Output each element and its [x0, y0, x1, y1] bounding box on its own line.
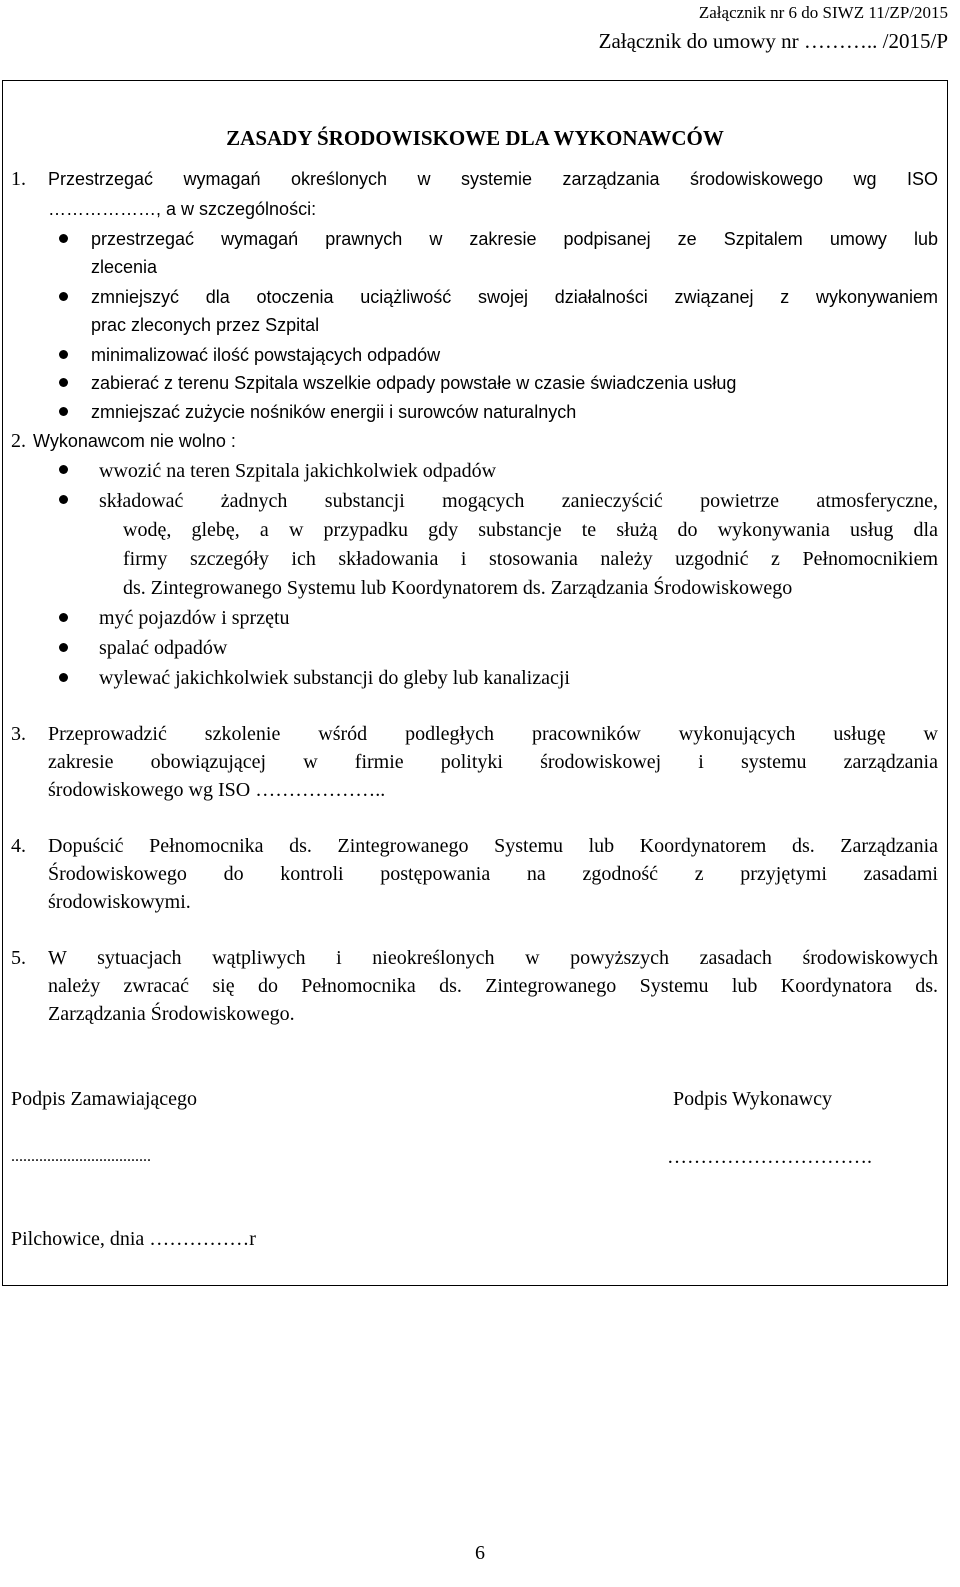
section-5-number: 5. [11, 947, 26, 969]
section-3-line-1: Przeprowadzić szkolenie wśród podległych pracowników wykonujących usługę w [48, 723, 938, 745]
section-2-number: 2. [11, 430, 26, 452]
bullet-icon [59, 495, 68, 504]
bullet-icon [59, 350, 68, 359]
document-header [599, 0, 948, 56]
bullet-icon [59, 234, 68, 243]
section-1-intro-line-2: ………………, a w szczególności: [48, 199, 317, 219]
section-1-item-5: zmniejszać zużycie nośników energii i surowców naturalnych [91, 402, 577, 422]
client-signature-label: Podpis Zamawiającego [11, 1088, 198, 1110]
section-2-item-4: spalać odpadów [99, 637, 228, 659]
section-1-item-4: zabierać z terenu Szpitala wszelkie odpady powstałe w czasie świadczenia usług [91, 373, 737, 393]
section-3-number: 3. [11, 723, 26, 745]
section-3-line-3: środowiskowego wg ISO ……………….. [48, 779, 386, 801]
section-3-line-2: zakresie obowiązującej w firmie polityki środowiskowej i systemu zarządzania [48, 751, 938, 773]
section-2-item-2-line-2: wodę, glebę, a w przypadku gdy substancje te służą do wykonywania usług dla [123, 519, 938, 541]
section-2-item-2-line-1: składować żadnych substancji mogących zanieczyścić powietrze atmosferyczne, [99, 490, 938, 512]
section-2-intro: Wykonawcom nie wolno : [33, 431, 236, 451]
bullet-icon [59, 292, 68, 301]
section-1-item-2-line-2: prac zleconych przez Szpital [91, 315, 320, 335]
bullet-icon [59, 673, 68, 682]
section-1-item-2-line-1: zmniejszyć dla otoczenia uciążliwość swojej działalności związanej z wykonywaniem [91, 287, 938, 307]
section-4-line-3: środowiskowymi. [48, 891, 191, 913]
section-1-item-1-line-1: przestrzegać wymagań prawnych w zakresie podpisanej ze Szpitalem umowy lub [91, 229, 938, 249]
content-frame [2, 80, 948, 1286]
section-1-intro-line-1: Przestrzegać wymagań określonych w systemie zarządzania środowiskowego wg ISO [48, 169, 938, 189]
document-title: ZASADY ŚRODOWISKOWE DLA WYKONAWCÓW [226, 126, 724, 150]
section-2-item-1: wwozić na teren Szpitala jakichkolwiek odpadów [99, 460, 497, 482]
bullet-icon [59, 378, 68, 387]
bullet-icon [59, 407, 68, 416]
bullet-icon [59, 613, 68, 622]
contractor-signature-label: Podpis Wykonawcy [673, 1088, 832, 1110]
section-4-number: 4. [11, 835, 26, 857]
attachment-contract-label: Załącznik do umowy nr ……….. /2015/P [598, 29, 948, 53]
section-5-line-1: W sytuacjach wątpliwych i nieokreślonych w powyższych zasadach środowiskowych [48, 947, 938, 969]
section-2-item-5: wylewać jakichkolwiek substancji do gleby lub kanalizacji [99, 667, 570, 689]
section-1-item-1-line-2: zlecenia [91, 257, 158, 277]
client-signature-line: ................................... [11, 1148, 151, 1165]
contractor-signature-line: …………………………. [667, 1146, 872, 1168]
page-number: 6 [475, 1542, 485, 1564]
attachment-siwz-label: Załącznik nr 6 do SIWZ 11/ZP/2015 [698, 3, 948, 22]
section-1-item-3: minimalizować ilość powstających odpadów [91, 345, 441, 365]
section-2-item-2-line-3: firmy szczegóły ich składowania i stosowania należy uzgodnić z Pełnomocnikiem [123, 548, 938, 570]
section-2-item-3: myć pojazdów i sprzętu [99, 607, 290, 629]
place-and-date: Pilchowice, dnia ……………r [11, 1228, 256, 1250]
section-5-line-2: należy zwracać się do Pełnomocnika ds. Zintegrowanego Systemu lub Koordynatora ds. [48, 975, 938, 997]
section-5-line-3: Zarządzania Środowiskowego. [48, 1003, 295, 1025]
section-4-line-1: Dopuścić Pełnomocnika ds. Zintegrowanego Systemu lub Koordynatorem ds. Zarządzania [48, 835, 938, 857]
bullet-icon [59, 643, 68, 652]
section-2-item-2-line-4: ds. Zintegrowanego Systemu lub Koordynatorem ds. Zarządzania Środowiskowego [123, 577, 793, 599]
section-4-line-2: Środowiskowego do kontroli postępowania na zgodność z przyjętymi zasadami [48, 863, 938, 885]
section-1-number: 1. [11, 168, 26, 190]
bullet-icon [59, 465, 68, 474]
